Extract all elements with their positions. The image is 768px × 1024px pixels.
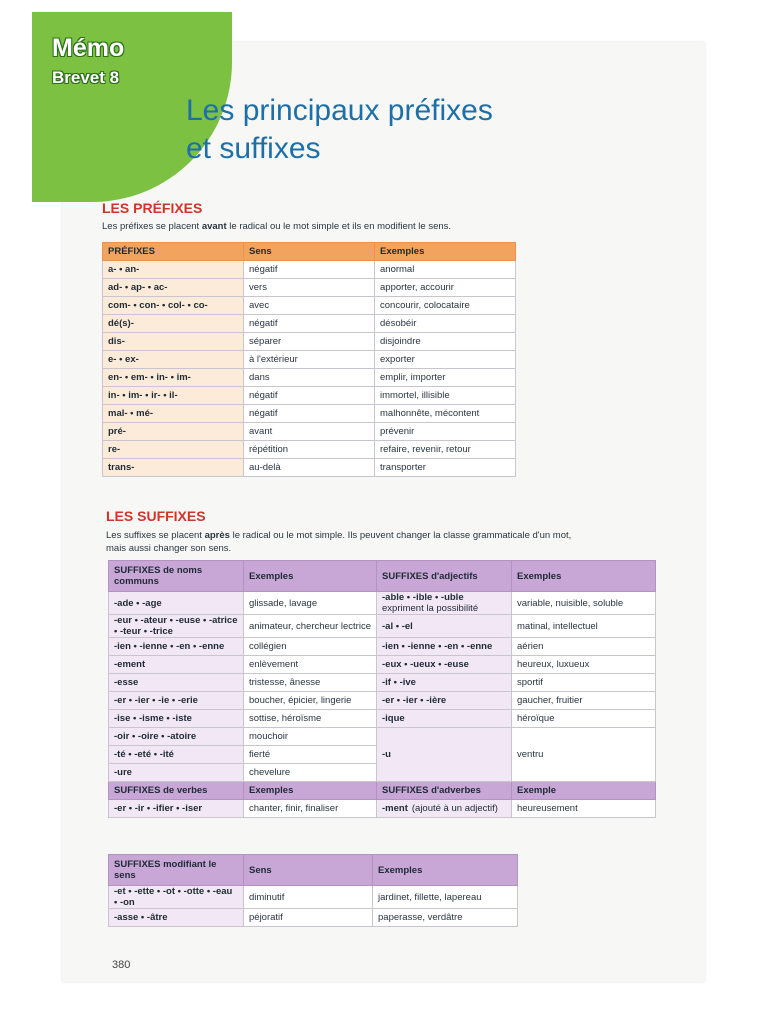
table-cell: chevelure — [244, 764, 377, 782]
adjective-suffix: -eux • -ueux • -euse — [382, 659, 469, 670]
table-cell: diminutif — [244, 886, 373, 909]
prefixes-intro-text: Les préfixes se placent — [102, 221, 202, 232]
table-cell: péjoratif — [244, 909, 373, 927]
table-cell: -té • -eté • -ité — [109, 746, 244, 764]
table-header-row — [109, 561, 656, 592]
table-cell: au-delà — [244, 459, 375, 477]
table-cell: ventru — [512, 728, 656, 782]
page-title — [186, 92, 493, 168]
table-row — [109, 592, 656, 615]
adjective-suffix: -ien • -ienne • -en • -enne — [382, 641, 493, 652]
badge-memo-label: Mémo — [52, 34, 125, 62]
table-row — [103, 315, 516, 333]
table-row — [109, 728, 656, 746]
table-row — [103, 351, 516, 369]
table-cell: Exemple — [512, 782, 656, 800]
table-row — [103, 405, 516, 423]
table-row — [103, 261, 516, 279]
table-cell: gaucher, fruitier — [512, 692, 656, 710]
table-cell: -eur • -ateur • -euse • -atrice • -teur • -trice — [109, 615, 244, 638]
table-cell: -ement — [109, 656, 244, 674]
table-cell: négatif — [244, 315, 375, 333]
table-cell: variable, nuisible, soluble — [512, 592, 656, 615]
table-cell: sottise, héroïsme — [244, 710, 377, 728]
table-cell: -u — [377, 728, 512, 782]
table-cell: mal- • mé- — [103, 405, 244, 423]
prefixes-heading: LES PRÉFIXES — [102, 200, 203, 216]
table-cell: re- — [103, 441, 244, 459]
table-row — [109, 656, 656, 674]
sense-suffixes-table — [108, 854, 518, 927]
table-cell: avant — [244, 423, 375, 441]
prefixes-table — [102, 242, 516, 477]
table-cell: négatif — [244, 405, 375, 423]
table-cell: apporter, accourir — [375, 279, 516, 297]
table-cell: héroïque — [512, 710, 656, 728]
table-row — [103, 441, 516, 459]
table-row — [109, 692, 656, 710]
suffixes-intro — [106, 529, 571, 555]
adverb-suffix-note: (ajouté à un adjectif) — [411, 803, 498, 814]
suffixes-intro-text: Les suffixes se placent — [106, 530, 205, 541]
table-cell: mouchoir — [244, 728, 377, 746]
table-cell — [377, 674, 512, 692]
column-header: Sens — [244, 243, 375, 261]
table-cell: séparer — [244, 333, 375, 351]
table-subheader-row — [109, 782, 656, 800]
table-row — [109, 638, 656, 656]
table-cell: animateur, chercheur lectrice — [244, 615, 377, 638]
badge-brevet-label: Brevet 8 — [52, 68, 120, 87]
table-cell: -ise • -isme • -iste — [109, 710, 244, 728]
table-cell — [377, 800, 512, 818]
suffixes-heading: LES SUFFIXES — [106, 508, 206, 524]
adjective-suffix: -able • -ible • -uble — [382, 592, 464, 603]
table-cell: -er • -ir • -ifier • -iser — [109, 800, 244, 818]
table-cell: disjoindre — [375, 333, 516, 351]
table-cell — [377, 692, 512, 710]
table-cell: transporter — [375, 459, 516, 477]
table-cell: concourir, colocataire — [375, 297, 516, 315]
textbook-page — [52, 34, 705, 982]
adjective-suffix: -er • -ier • -ière — [382, 695, 447, 706]
table-cell — [377, 638, 512, 656]
table-row — [103, 423, 516, 441]
table-cell: boucher, épicier, lingerie — [244, 692, 377, 710]
table-cell: dans — [244, 369, 375, 387]
table-cell: -esse — [109, 674, 244, 692]
table-cell: collégien — [244, 638, 377, 656]
table-cell: SUFFIXES d'adverbes — [377, 782, 512, 800]
table-cell: négatif — [244, 387, 375, 405]
table-cell: jardinet, fillette, lapereau — [373, 886, 518, 909]
table-cell: refaire, revenir, retour — [375, 441, 516, 459]
table-cell: matinal, intellectuel — [512, 615, 656, 638]
table-header-row — [109, 855, 518, 886]
table-cell: en- • em- • in- • im- — [103, 369, 244, 387]
table-cell: malhonnête, mécontent — [375, 405, 516, 423]
table-cell: répétition — [244, 441, 375, 459]
table-row — [109, 886, 518, 909]
table-row — [103, 459, 516, 477]
column-header: Exemples — [244, 561, 377, 592]
prefixes-table-body — [103, 261, 516, 477]
suffixes-table — [108, 560, 656, 818]
table-cell: SUFFIXES de verbes — [109, 782, 244, 800]
table-cell — [377, 592, 512, 615]
suffixes-table-body — [109, 592, 656, 818]
table-cell: e- • ex- — [103, 351, 244, 369]
suffixes-intro-line2: mais aussi changer son sens. — [106, 543, 232, 554]
table-cell: vers — [244, 279, 375, 297]
table-cell: -ade • -age — [109, 592, 244, 615]
table-cell: ad- • ap- • ac- — [103, 279, 244, 297]
adjective-suffix: -al • -el — [382, 620, 413, 632]
table-cell: sportif — [512, 674, 656, 692]
prefixes-intro-text-end: le radical ou le mot simple et ils en modifient le sens. — [226, 221, 452, 232]
table-cell: chanter, finir, finaliser — [244, 800, 377, 818]
table-cell: anormal — [375, 261, 516, 279]
table-cell: exporter — [375, 351, 516, 369]
table-cell: désobéir — [375, 315, 516, 333]
table-row — [103, 279, 516, 297]
table-cell: heureux, luxueux — [512, 656, 656, 674]
table-cell: -ure — [109, 764, 244, 782]
table-cell: -ien • -ienne • -en • -enne — [109, 638, 244, 656]
column-header: SUFFIXES d'adjectifs — [377, 561, 512, 592]
table-cell: aérien — [512, 638, 656, 656]
table-row — [109, 800, 656, 818]
table-cell: tristesse, ânesse — [244, 674, 377, 692]
column-header: Exemples — [373, 855, 518, 886]
column-header: SUFFIXES de noms communs — [109, 561, 244, 592]
column-header: Exemples — [512, 561, 656, 592]
adverb-suffix: -ment — [382, 803, 408, 814]
adjective-suffix-note: expriment la possibilité — [382, 603, 479, 614]
column-header: PRÉFIXES — [103, 243, 244, 261]
table-cell: in- • im- • ir- • il- — [103, 387, 244, 405]
table-cell: com- • con- • col- • co- — [103, 297, 244, 315]
column-header: SUFFIXES modifiant le sens — [109, 855, 244, 886]
table-cell: trans- — [103, 459, 244, 477]
prefixes-intro-bold: avant — [201, 221, 227, 232]
table-cell: pré- — [103, 423, 244, 441]
table-row — [109, 710, 656, 728]
table-cell: avec — [244, 297, 375, 315]
table-row — [109, 674, 656, 692]
table-row — [103, 333, 516, 351]
table-cell: heureusement — [512, 800, 656, 818]
column-header: Exemples — [375, 243, 516, 261]
prefixes-intro — [102, 220, 451, 233]
table-cell: -oir • -oire • -atoire — [109, 728, 244, 746]
adjective-suffix: -ique — [382, 713, 405, 724]
adjective-suffix: -if • -ive — [382, 677, 416, 688]
table-row — [103, 369, 516, 387]
suffixes-intro-text-end: le radical ou le mot simple. Ils peuvent changer la classe grammaticale d'un mot, — [229, 530, 572, 541]
column-header: Sens — [244, 855, 373, 886]
table-cell — [377, 710, 512, 728]
table-cell: a- • an- — [103, 261, 244, 279]
table-row — [103, 297, 516, 315]
table-cell: Exemples — [244, 782, 377, 800]
page-number: 380 — [112, 959, 131, 971]
page-title-line1: Les principaux préfixes — [186, 94, 493, 127]
table-cell: dé(s)- — [103, 315, 244, 333]
table-cell: paperasse, verdâtre — [373, 909, 518, 927]
table-cell — [377, 615, 512, 638]
sense-suffixes-table-body — [109, 886, 518, 927]
table-row — [109, 909, 518, 927]
table-row — [109, 615, 656, 638]
table-cell: -et • -ette • -ot • -otte • -eau • -on — [109, 886, 244, 909]
table-cell: fierté — [244, 746, 377, 764]
table-header-row — [103, 243, 516, 261]
table-cell — [377, 656, 512, 674]
table-row — [103, 387, 516, 405]
table-cell: à l'extérieur — [244, 351, 375, 369]
table-cell: négatif — [244, 261, 375, 279]
table-cell: dis- — [103, 333, 244, 351]
table-cell: enlèvement — [244, 656, 377, 674]
suffixes-intro-bold: après — [204, 530, 230, 541]
table-cell: emplir, importer — [375, 369, 516, 387]
table-cell: prévenir — [375, 423, 516, 441]
table-cell: -asse • -âtre — [109, 909, 244, 927]
table-cell: immortel, illisible — [375, 387, 516, 405]
table-cell: glissade, lavage — [244, 592, 377, 615]
page-title-line2: et suffixes — [186, 132, 321, 165]
table-cell: -er • -ier • -ie • -erie — [109, 692, 244, 710]
